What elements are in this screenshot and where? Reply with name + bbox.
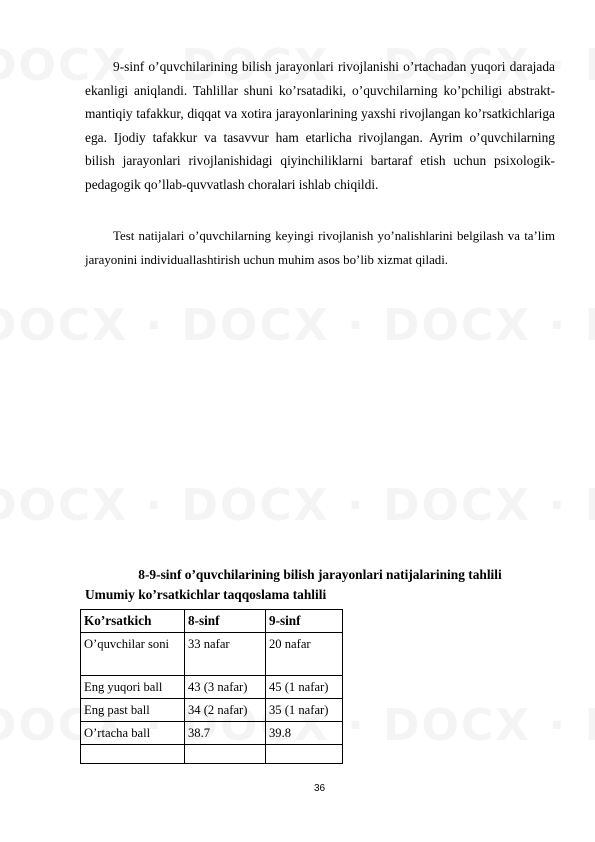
table-subheading: Umumiy ko’rsatkichlar taqqoslama tahlili xyxy=(85,587,327,602)
table-cell: 33 nafar xyxy=(185,633,266,676)
watermark-pattern xyxy=(0,480,595,531)
table-cell: 20 nafar xyxy=(266,633,343,676)
comparison-table xyxy=(80,609,343,764)
table-cell: 39.8 xyxy=(266,722,343,745)
table-row-empty xyxy=(81,745,343,764)
table-cell: Eng yuqori ball xyxy=(81,676,185,699)
table-cell: O’quvchilar soni xyxy=(81,633,185,676)
column-header: 9-sinf xyxy=(266,610,343,633)
table-row xyxy=(81,676,343,699)
table-cell: Eng past ball xyxy=(81,699,185,722)
column-header: Ko’rsatkich xyxy=(81,610,185,633)
table-row xyxy=(81,722,343,745)
body-paragraph-2: Test natijalari o’quvchilarning keyingi rivojlanish yo’nalishlarini belgilash va ta’lim jarayonini individuallashtirish uchun muhim asos bo’lib xizmat qiladi. xyxy=(85,229,555,267)
table-cell: 34 (2 nafar) xyxy=(185,699,266,722)
page-number: 36 xyxy=(314,783,326,794)
table-cell: 38.7 xyxy=(185,722,266,745)
table-cell: 43 (3 nafar) xyxy=(185,676,266,699)
table-row xyxy=(81,633,343,676)
table-row xyxy=(81,699,343,722)
column-header: 8-sinf xyxy=(185,610,266,633)
body-paragraph-1: 9-sinf o’quvchilarining bilish jarayonlari rivojlanishi o’rtachadan yuqori darajada ekanligi aniqlandi. Tahlillar shuni ko’rsatadiki, o’quvchilarning ko’pchiligi abstrakt-mantiqiy tafakkur, diqqat va xotira jarayonlarining yaxshi rivojlangan ko’rsatkichlariga ega. Ijodiy tafakkur va tasavvur ham etarlicha rivojlangan. Ayrim o’quvchilarning bilish jarayonlari rivojlanishidagi qiyinchiliklarni bartaraf etish uchun psixologik-pedagogik qo’llab-quvvatlash choralari ishlab chiqildi. xyxy=(85,59,555,192)
table-cell: 35 (1 nafar) xyxy=(266,699,343,722)
table-cell xyxy=(81,745,185,764)
table-heading: 8-9-sinf o’quvchilarining bilish jarayonlari natijalarining tahlili xyxy=(138,567,502,582)
table-cell xyxy=(266,745,343,764)
table-cell: O’rtacha ball xyxy=(81,722,185,745)
watermark-pattern xyxy=(0,300,595,351)
table-header-row xyxy=(81,610,343,633)
table-cell: 45 (1 nafar) xyxy=(266,676,343,699)
table-cell xyxy=(185,745,266,764)
